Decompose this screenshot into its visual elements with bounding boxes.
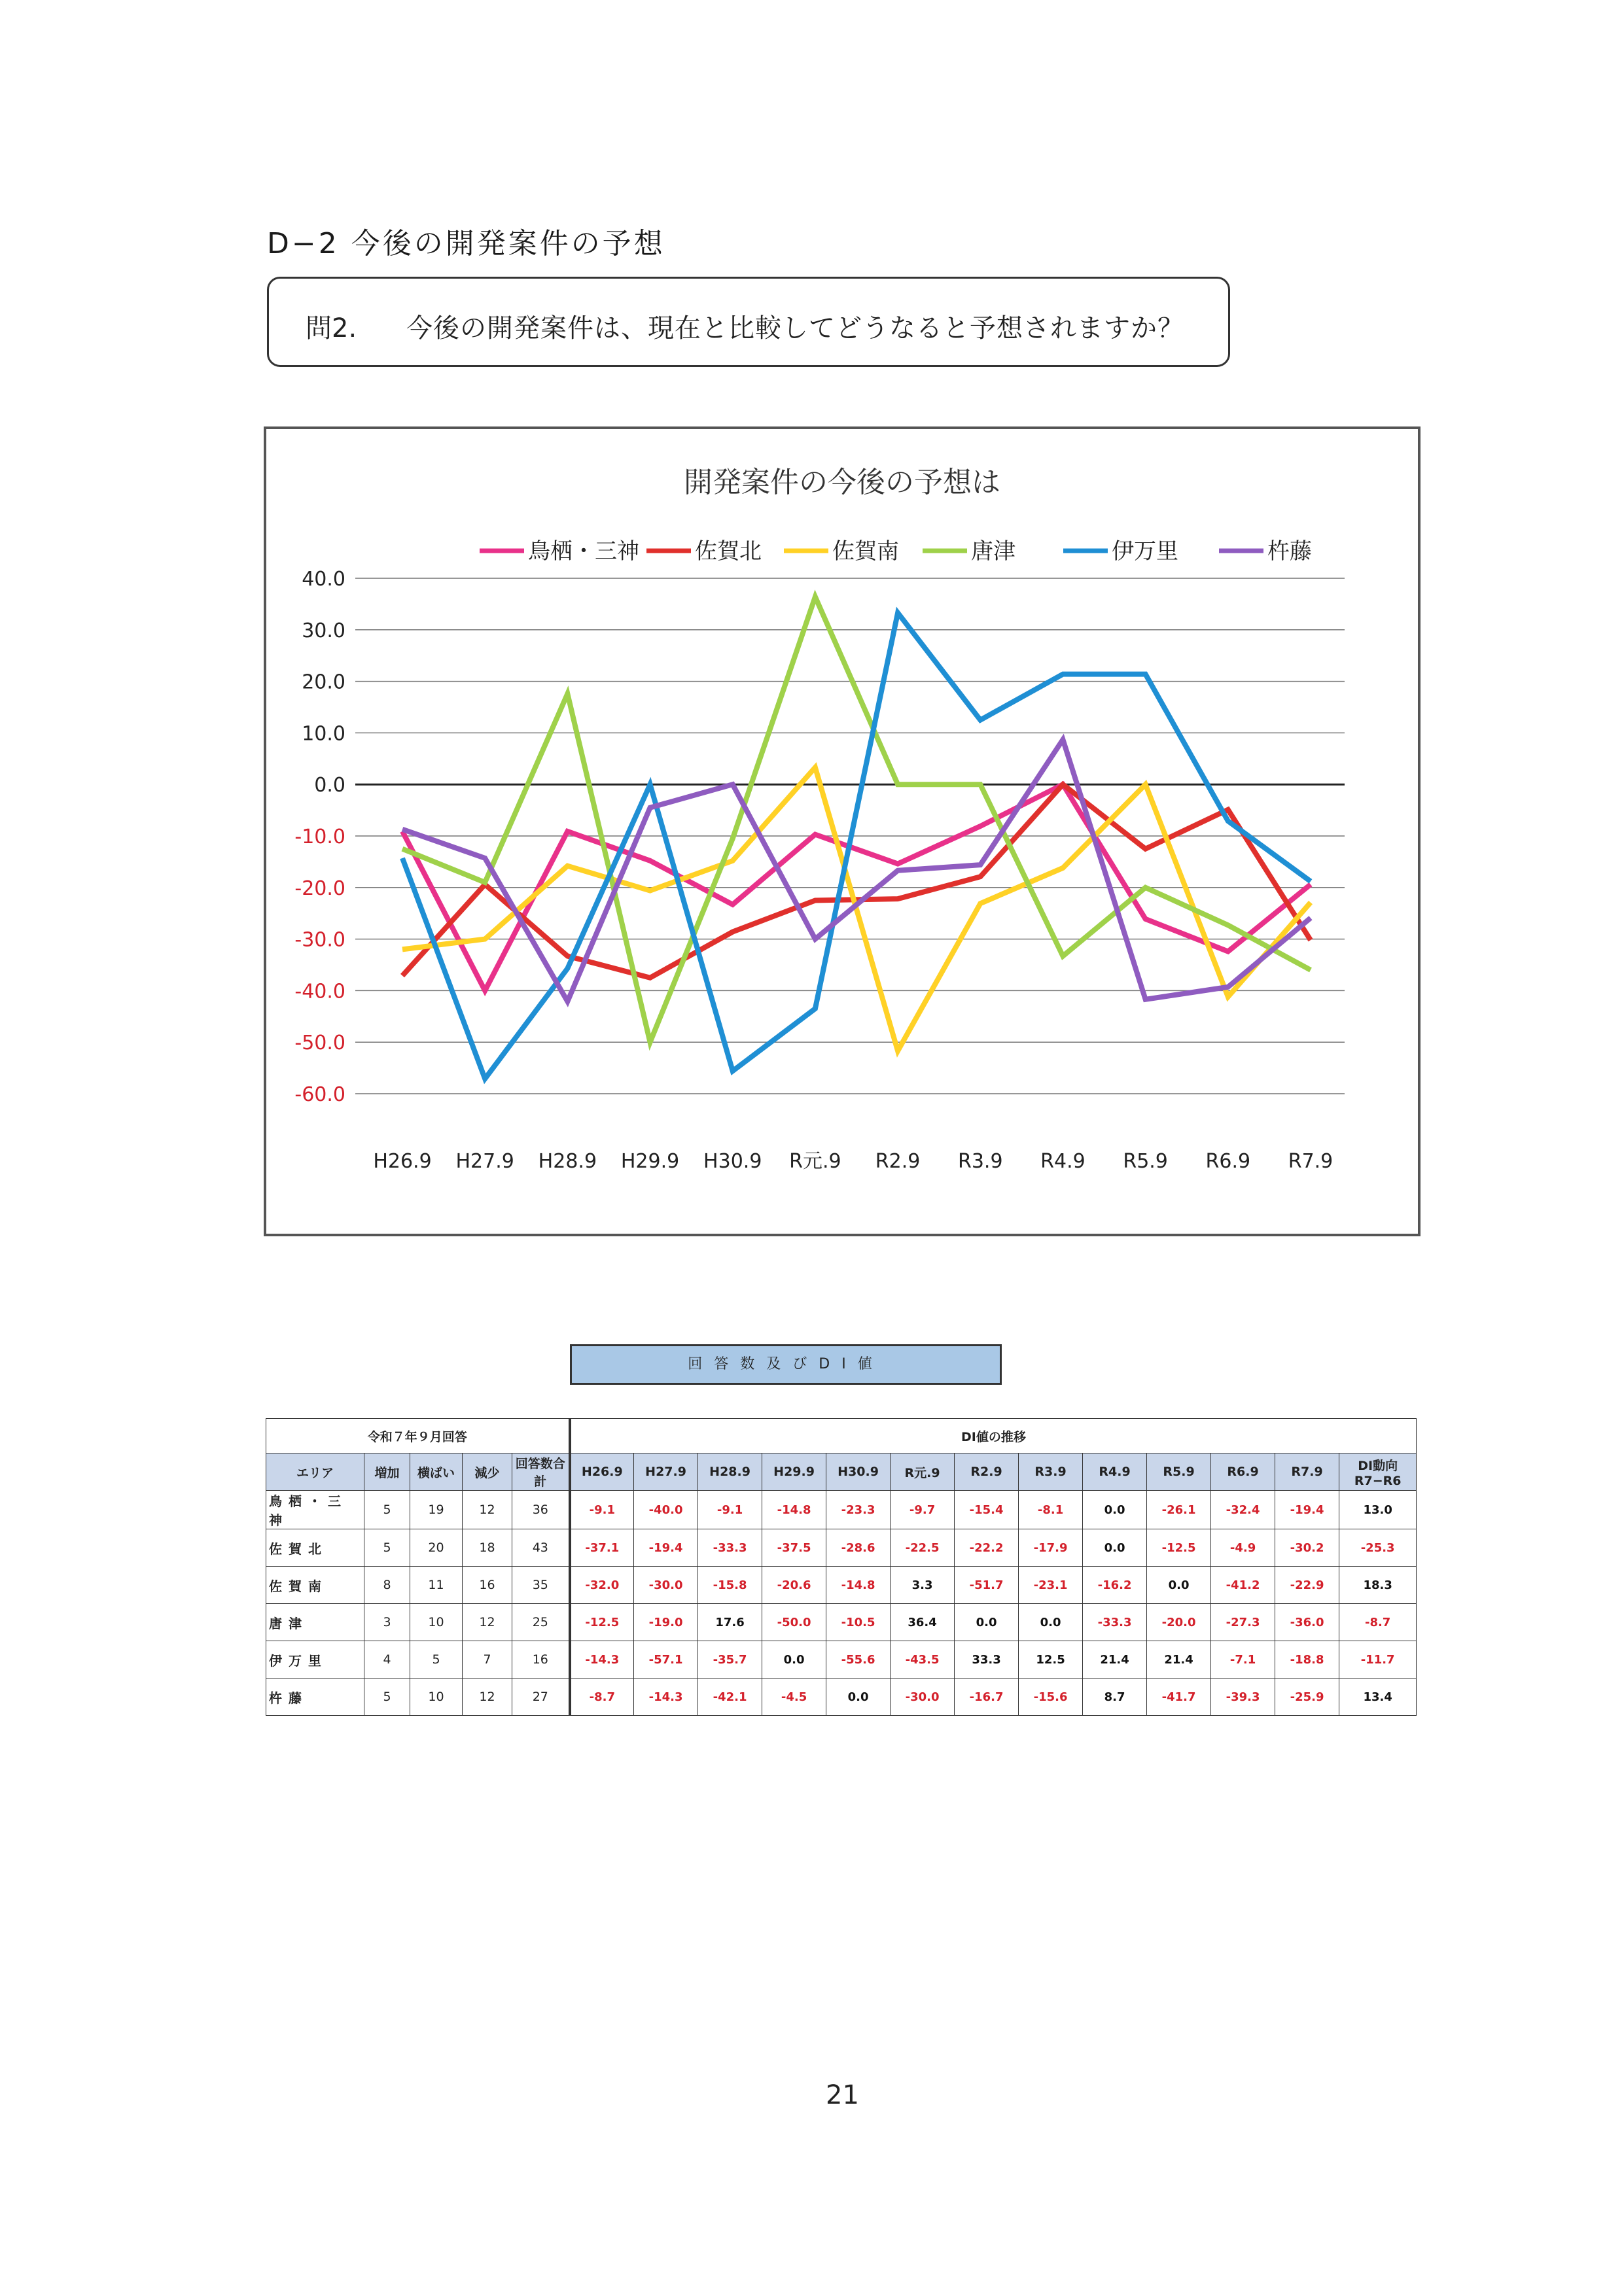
di-value-cell: -40.0 — [634, 1491, 698, 1529]
di-value-cell: 8.7 — [1083, 1679, 1147, 1716]
di-value-cell: -17.9 — [1019, 1529, 1083, 1567]
di-value-cell: -18.8 — [1275, 1641, 1339, 1679]
x-tick-label: H26.9 — [373, 1150, 432, 1173]
di-value-cell: -30.0 — [634, 1567, 698, 1604]
col-header: 回答数合計 — [512, 1453, 570, 1491]
di-value-cell: -41.7 — [1147, 1679, 1211, 1716]
di-value-cell: -16.2 — [1083, 1567, 1147, 1604]
legend-label: 伊万里 — [1112, 538, 1178, 565]
x-tick-label: R元.9 — [789, 1150, 841, 1173]
di-value-cell: 36.4 — [891, 1604, 955, 1641]
y-tick-label: 20.0 — [302, 670, 345, 694]
di-value-cell: -57.1 — [634, 1641, 698, 1679]
di-value-cell: -7.1 — [1211, 1641, 1275, 1679]
di-value-cell: -4.9 — [1211, 1529, 1275, 1567]
chart-series — [402, 597, 1311, 1079]
di-value-cell: -20.0 — [1147, 1604, 1211, 1641]
period-header: H30.9 — [826, 1453, 891, 1491]
di-value-cell: -22.9 — [1275, 1567, 1339, 1604]
di-value-cell: -9.1 — [570, 1491, 634, 1529]
di-value-cell: 0.0 — [1019, 1604, 1083, 1641]
x-tick-label: R2.9 — [875, 1150, 921, 1173]
di-value-cell: 33.3 — [955, 1641, 1019, 1679]
di-value-cell: -12.5 — [1147, 1529, 1211, 1567]
di-value-cell: 0.0 — [1083, 1491, 1147, 1529]
decrease-cell: 18 — [463, 1529, 512, 1567]
increase-cell: 4 — [364, 1641, 410, 1679]
line-chart — [264, 426, 1421, 1236]
area-cell: 佐賀北 — [266, 1529, 364, 1567]
x-axis-ticks — [373, 1150, 1333, 1173]
period-header: R6.9 — [1211, 1453, 1275, 1491]
chart-title: 開発案件の今後の予想は — [684, 466, 1000, 499]
period-header: H26.9 — [570, 1453, 634, 1491]
di-value-cell: -14.3 — [634, 1679, 698, 1716]
chart-legend — [480, 538, 1312, 565]
table-body — [266, 1491, 1417, 1716]
di-value-cell: -50.0 — [762, 1604, 826, 1641]
decrease-cell: 12 — [463, 1679, 512, 1716]
total-cell: 16 — [512, 1641, 570, 1679]
y-axis-ticks — [294, 568, 345, 1106]
page-number: 21 — [826, 2080, 859, 2110]
col-header: エリア — [266, 1453, 364, 1491]
di-value-cell: -22.2 — [955, 1529, 1019, 1567]
area-cell: 鳥栖・三神 — [266, 1491, 364, 1529]
legend-item — [1219, 538, 1312, 565]
di-value-cell: -14.3 — [570, 1641, 634, 1679]
di-value-cell: -42.1 — [698, 1679, 762, 1716]
col-header: 増加 — [364, 1453, 410, 1491]
di-value-cell: -51.7 — [955, 1567, 1019, 1604]
di-value-cell: -19.4 — [1275, 1491, 1339, 1529]
di-value-cell: 17.6 — [698, 1604, 762, 1641]
legend-item — [1063, 538, 1178, 565]
di-value-cell: 0.0 — [762, 1641, 826, 1679]
x-tick-label: R6.9 — [1205, 1150, 1251, 1173]
di-value-cell: 21.4 — [1147, 1641, 1211, 1679]
table-group-left: 令和７年９月回答 — [266, 1419, 570, 1453]
area-cell: 唐津 — [266, 1604, 364, 1641]
trend-cell: 13.4 — [1339, 1679, 1417, 1716]
flat-cell: 5 — [410, 1641, 463, 1679]
x-tick-label: H30.9 — [703, 1150, 762, 1173]
legend-item — [923, 538, 1015, 565]
flat-cell: 20 — [410, 1529, 463, 1567]
di-value-cell: -39.3 — [1211, 1679, 1275, 1716]
di-table — [266, 1418, 1417, 1716]
di-value-cell: -23.1 — [1019, 1567, 1083, 1604]
di-value-cell: 21.4 — [1083, 1641, 1147, 1679]
di-value-cell: -12.5 — [570, 1604, 634, 1641]
x-tick-label: R5.9 — [1123, 1150, 1168, 1173]
total-cell: 43 — [512, 1529, 570, 1567]
period-header: R2.9 — [955, 1453, 1019, 1491]
di-value-cell: -20.6 — [762, 1567, 826, 1604]
di-value-cell: -43.5 — [891, 1641, 955, 1679]
di-value-cell: -55.6 — [826, 1641, 891, 1679]
x-tick-label: H29.9 — [620, 1150, 680, 1173]
di-value-cell: -15.4 — [955, 1491, 1019, 1529]
di-value-cell: -19.0 — [634, 1604, 698, 1641]
series-line — [402, 613, 1311, 1079]
di-value-cell: 0.0 — [826, 1679, 891, 1716]
total-cell: 27 — [512, 1679, 570, 1716]
y-tick-label: 40.0 — [302, 568, 345, 591]
di-value-cell: -32.0 — [570, 1567, 634, 1604]
di-value-cell: -9.7 — [891, 1491, 955, 1529]
di-value-cell: -26.1 — [1147, 1491, 1211, 1529]
y-tick-label: -20.0 — [294, 877, 345, 900]
y-tick-label: -50.0 — [294, 1032, 345, 1055]
col-header: 横ばい — [410, 1453, 463, 1491]
period-header: R7.9 — [1275, 1453, 1339, 1491]
y-tick-label: -60.0 — [294, 1083, 345, 1106]
di-value-cell: -22.5 — [891, 1529, 955, 1567]
flat-cell: 10 — [410, 1679, 463, 1716]
total-cell: 35 — [512, 1567, 570, 1604]
table-row — [266, 1567, 1417, 1604]
decrease-cell: 12 — [463, 1491, 512, 1529]
di-value-cell: -35.7 — [698, 1641, 762, 1679]
period-header: H28.9 — [698, 1453, 762, 1491]
y-tick-label: 30.0 — [302, 619, 345, 642]
table-row — [266, 1679, 1417, 1716]
di-value-cell: -15.6 — [1019, 1679, 1083, 1716]
y-tick-label: -10.0 — [294, 826, 345, 848]
legend-label: 佐賀北 — [695, 538, 762, 565]
question-number: 問2. — [306, 313, 357, 343]
di-value-cell: -8.1 — [1019, 1491, 1083, 1529]
flat-cell: 11 — [410, 1567, 463, 1604]
di-value-cell: -33.3 — [1083, 1604, 1147, 1641]
legend-label: 佐賀南 — [832, 538, 899, 565]
area-cell: 伊万里 — [266, 1641, 364, 1679]
table-row — [266, 1529, 1417, 1567]
y-tick-label: 10.0 — [302, 722, 345, 746]
table-header-row — [266, 1453, 1417, 1491]
di-value-cell: 0.0 — [1083, 1529, 1147, 1567]
x-tick-label: H28.9 — [538, 1150, 597, 1173]
di-value-cell: -41.2 — [1211, 1567, 1275, 1604]
di-value-cell: -37.5 — [762, 1529, 826, 1567]
period-header: R5.9 — [1147, 1453, 1211, 1491]
di-value-cell: -4.5 — [762, 1679, 826, 1716]
decrease-cell: 7 — [463, 1641, 512, 1679]
y-tick-label: -40.0 — [294, 980, 345, 1003]
di-value-cell: -30.2 — [1275, 1529, 1339, 1567]
table-row — [266, 1604, 1417, 1641]
table-row — [266, 1641, 1417, 1679]
di-value-cell: -16.7 — [955, 1679, 1019, 1716]
question-text: 今後の開発案件は、現在と比較してどうなると予想されますか？ — [406, 313, 1184, 343]
trend-cell: 18.3 — [1339, 1567, 1417, 1604]
legend-item — [646, 538, 762, 565]
di-value-cell: -37.1 — [570, 1529, 634, 1567]
question-box — [267, 277, 1230, 367]
di-value-cell: 0.0 — [955, 1604, 1019, 1641]
section-title: D−2 今後の開発案件の予想 — [267, 227, 665, 260]
decrease-cell: 16 — [463, 1567, 512, 1604]
series-line — [402, 740, 1311, 1001]
area-cell: 佐賀南 — [266, 1567, 364, 1604]
di-value-cell: 0.0 — [1147, 1567, 1211, 1604]
di-value-cell: -8.7 — [570, 1679, 634, 1716]
di-value-cell: -9.1 — [698, 1491, 762, 1529]
legend-label: 唐津 — [971, 538, 1015, 565]
di-value-cell: -27.3 — [1211, 1604, 1275, 1641]
di-value-cell: -32.4 — [1211, 1491, 1275, 1529]
increase-cell: 5 — [364, 1491, 410, 1529]
di-value-cell: -30.0 — [891, 1679, 955, 1716]
period-header: H27.9 — [634, 1453, 698, 1491]
total-cell: 25 — [512, 1604, 570, 1641]
col-header: 減少 — [463, 1453, 512, 1491]
di-value-cell: -33.3 — [698, 1529, 762, 1567]
x-tick-label: H27.9 — [455, 1150, 514, 1173]
di-value-cell: -28.6 — [826, 1529, 891, 1567]
x-tick-label: R3.9 — [957, 1150, 1003, 1173]
legend-item — [784, 538, 899, 565]
di-value-cell: -23.3 — [826, 1491, 891, 1529]
trend-cell: -25.3 — [1339, 1529, 1417, 1567]
table-row — [266, 1491, 1417, 1529]
period-header: H29.9 — [762, 1453, 826, 1491]
area-cell: 杵藤 — [266, 1679, 364, 1716]
legend-label: 鳥栖・三神 — [528, 538, 639, 565]
increase-cell: 3 — [364, 1604, 410, 1641]
trend-cell: -8.7 — [1339, 1604, 1417, 1641]
di-value-cell: -14.8 — [826, 1567, 891, 1604]
flat-cell: 10 — [410, 1604, 463, 1641]
period-header: R4.9 — [1083, 1453, 1147, 1491]
y-tick-label: 0.0 — [314, 774, 345, 797]
di-value-cell: -25.9 — [1275, 1679, 1339, 1716]
di-value-cell: 12.5 — [1019, 1641, 1083, 1679]
di-value-cell: -14.8 — [762, 1491, 826, 1529]
flat-cell: 19 — [410, 1491, 463, 1529]
trend-cell: -11.7 — [1339, 1641, 1417, 1679]
table-group-right: DI値の推移 — [570, 1419, 1417, 1453]
y-tick-label: -30.0 — [294, 928, 345, 952]
trend-header: DI動向 R7−R6 — [1339, 1453, 1417, 1491]
di-value-cell: -15.8 — [698, 1567, 762, 1604]
di-value-cell: -19.4 — [634, 1529, 698, 1567]
di-value-cell: 3.3 — [891, 1567, 955, 1604]
decrease-cell: 12 — [463, 1604, 512, 1641]
di-banner: 回答数及びDI値 — [570, 1344, 1002, 1385]
total-cell: 36 — [512, 1491, 570, 1529]
increase-cell: 5 — [364, 1529, 410, 1567]
x-tick-label: R7.9 — [1288, 1150, 1333, 1173]
x-tick-label: R4.9 — [1040, 1150, 1086, 1173]
increase-cell: 8 — [364, 1567, 410, 1604]
legend-label: 杵藤 — [1267, 538, 1312, 565]
trend-cell: 13.0 — [1339, 1491, 1417, 1529]
period-header: R元.9 — [891, 1453, 955, 1491]
di-value-cell: -10.5 — [826, 1604, 891, 1641]
increase-cell: 5 — [364, 1679, 410, 1716]
period-header: R3.9 — [1019, 1453, 1083, 1491]
legend-item — [480, 538, 639, 565]
di-value-cell: -36.0 — [1275, 1604, 1339, 1641]
